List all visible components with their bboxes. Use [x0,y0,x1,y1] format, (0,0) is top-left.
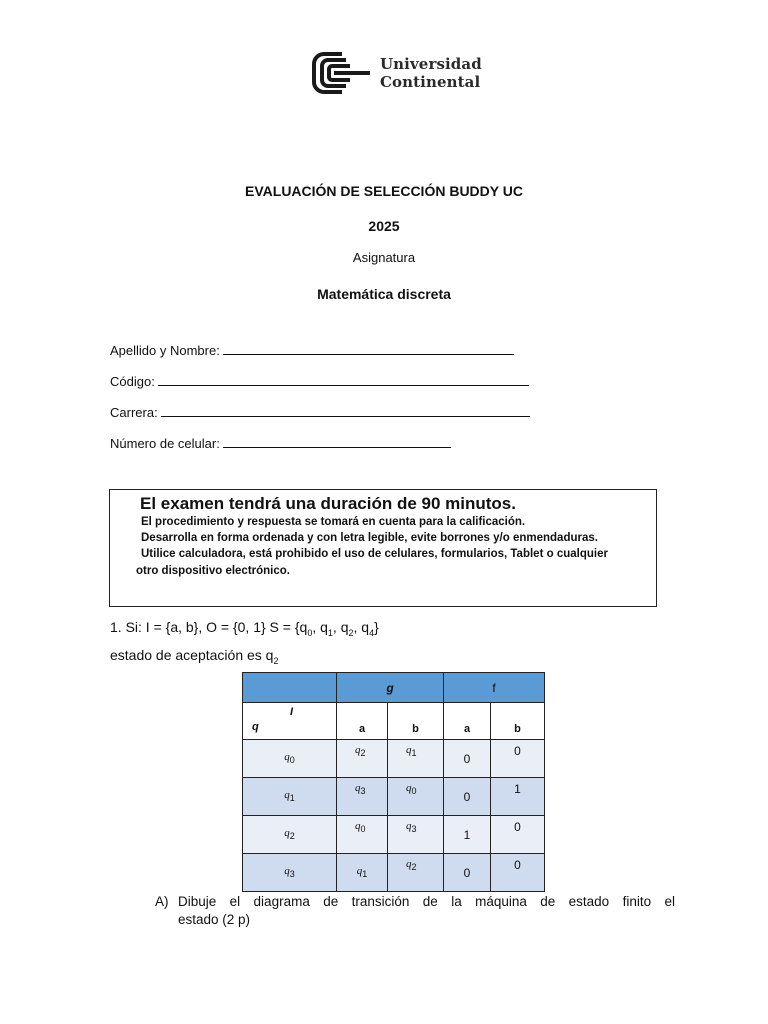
exam-title: EVALUACIÓN DE SELECCIÓN BUDDY UC [245,183,523,199]
f-b-cell: 0 [491,740,545,778]
state-cell: $q_0$ [243,740,337,778]
table-header-g-a: a [337,703,388,740]
name-blank-line[interactable] [223,342,514,355]
g-a-cell: $q_0$ [337,816,388,854]
career-label: Carrera: [110,405,158,420]
part-a-line1: Dibuje el diagrama de transición de la máquina de estado finito el [178,894,675,909]
state-cell: $q_1$ [243,778,337,816]
f-a-cell: 0 [444,740,491,778]
state-cell: $q_2$ [243,816,337,854]
name-label: Apellido y Nombre: [110,343,220,358]
logo-line2: Continental [380,73,481,91]
logo-line1: Universidad [380,55,482,73]
table-row [243,740,545,778]
phone-blank-line[interactable] [223,435,451,448]
table-row [243,854,545,892]
acceptance-state-text: estado de aceptación es $q_2$ [110,647,279,666]
code-field[interactable] [110,373,529,389]
instruction-line: otro dispositivo electrónico. [136,565,290,577]
university-logo [312,50,482,96]
code-blank-line[interactable] [158,373,529,386]
table-header-iq: I q [243,703,337,740]
g-a-cell: $q_1$ [337,854,388,892]
transition-table [242,672,545,892]
instructions-box [109,489,657,607]
table-header-corner [243,673,337,703]
part-a-label: A) [155,894,169,909]
table-header-g-b: b [388,703,444,740]
instructions-heading: El examen tendrá una duración de 90 minutos. [140,494,516,513]
table-row [243,778,545,816]
part-a-line2: estado (2 p) [178,912,251,927]
table-header-f-a: a [444,703,491,740]
g-a-cell: $q_2$ [337,740,388,778]
f-b-cell: 0 [491,854,545,892]
g-b-cell: $q_3$ [388,816,444,854]
table-header-g: g [337,673,444,703]
table-row [243,816,545,854]
f-a-cell: 0 [444,778,491,816]
state-cell: $q_3$ [243,854,337,892]
subject-label: Asignatura [352,250,416,265]
f-b-cell: 1 [491,778,545,816]
g-a-cell: $q_3$ [337,778,388,816]
table-header-f: f [444,673,545,703]
question-1-statement: 1. Si: I = {a, b}, O = {0, 1} $S = \{q_0$, $q_1$, $q_2$, $q_4$} [110,619,379,638]
table-header-f-b: b [491,703,545,740]
f-a-cell: 0 [444,854,491,892]
instruction-line: Desarrolla en forma ordenada y con letra legible, evite borrones y/o enmendaduras. [141,532,598,544]
g-b-cell: $q_2$ [388,854,444,892]
logo-mark-icon [312,50,374,96]
f-b-cell: 0 [491,816,545,854]
name-field[interactable] [110,342,514,358]
career-blank-line[interactable] [161,404,530,417]
phone-field[interactable] [110,435,451,451]
g-b-cell: $q_0$ [388,778,444,816]
f-a-cell: 1 [444,816,491,854]
exam-year: 2025 [368,218,400,234]
code-label: Código: [110,374,155,389]
subject-name: Matemática discreta [317,286,451,302]
g-b-cell: $q_1$ [388,740,444,778]
career-field[interactable] [110,404,530,420]
phone-label: Número de celular: [110,436,220,451]
instruction-line: Utilice calculadora, está prohibido el uso de celulares, formularios, Tablet o cualquier [141,548,608,560]
instruction-line: El procedimiento y respuesta se tomará en cuenta para la calificación. [141,516,526,528]
